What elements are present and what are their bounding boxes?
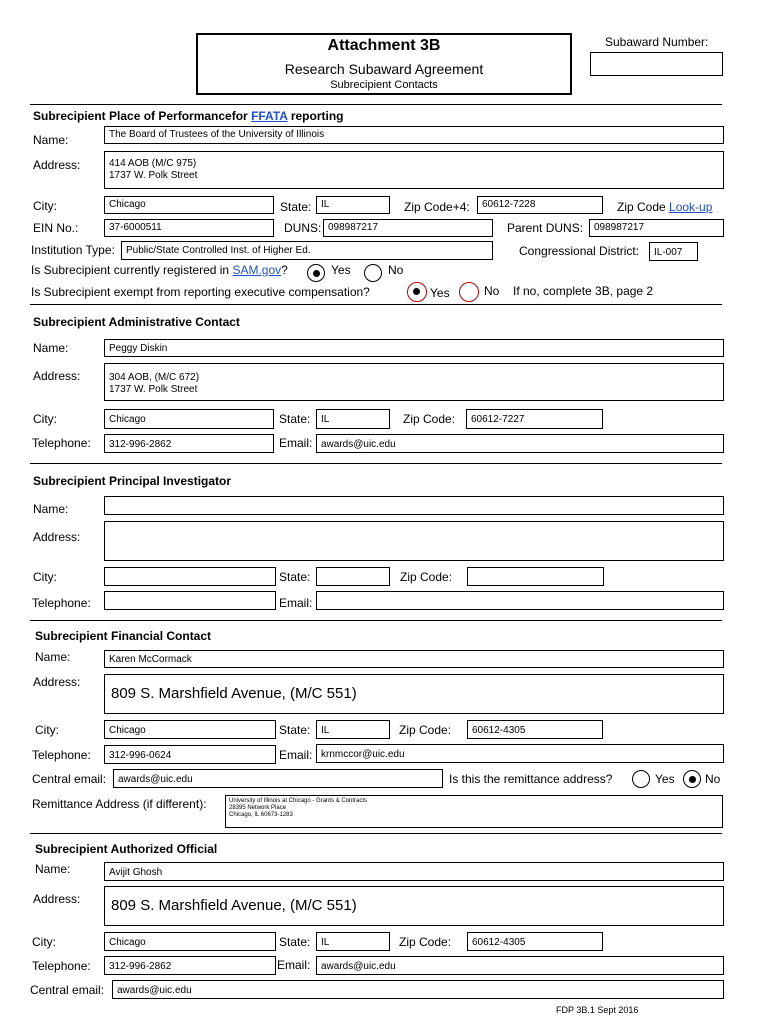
financial-address-label: Address:: [33, 675, 81, 689]
exempt-yes-radio[interactable]: [407, 282, 427, 302]
ein-field[interactable]: 37-6000511: [104, 219, 274, 237]
exempt-yes-label: Yes: [430, 286, 450, 300]
section-divider: [30, 833, 722, 834]
official-central-email-field[interactable]: awards@uic.edu: [112, 980, 724, 999]
sam-question-mark: ?: [281, 263, 288, 277]
cong-district-label: Congressional District:: [519, 244, 640, 258]
parent-duns-field[interactable]: 098987217: [589, 219, 724, 237]
exempt-note: If no, complete 3B, page 2: [513, 284, 654, 298]
inst-type-field[interactable]: Public/State Controlled Inst. of Higher Ed.: [121, 241, 493, 260]
financial-email-label: Email:: [279, 748, 313, 762]
official-zip-field[interactable]: 60612-4305: [467, 932, 603, 951]
ein-label: EIN No.:: [33, 221, 79, 235]
remittance-question: Is this the remittance address?: [449, 772, 613, 786]
place-heading-suffix: reporting: [287, 109, 344, 123]
pi-address-label: Address:: [33, 530, 81, 544]
pi-name-label: Name:: [33, 502, 69, 516]
zip-lookup-link[interactable]: Look-up: [669, 200, 713, 214]
place-zip-label: Zip Code+4:: [404, 200, 470, 214]
place-state-field[interactable]: IL: [316, 196, 390, 214]
pi-email-field[interactable]: [316, 591, 724, 610]
admin-address-label: Address:: [33, 369, 81, 383]
place-city-field[interactable]: Chicago: [104, 196, 274, 214]
financial-address-field[interactable]: 809 S. Marshfield Avenue, (M/C 551): [104, 674, 724, 714]
official-address-field[interactable]: 809 S. Marshfield Avenue, (M/C 551): [104, 886, 724, 926]
subaward-number-label: Subaward Number:: [605, 35, 709, 49]
financial-name-label: Name:: [35, 650, 71, 664]
place-city-label: City:: [33, 199, 57, 213]
sam-yes-radio[interactable]: [307, 264, 325, 282]
inst-type-label: Institution Type:: [31, 243, 115, 257]
remit-yes-radio[interactable]: [632, 770, 650, 788]
place-heading-text: Subrecipient Place of Performancefor: [33, 109, 252, 123]
admin-city-field[interactable]: Chicago: [104, 409, 274, 429]
sam-question: [31, 263, 288, 277]
financial-phone-label: Telephone:: [32, 748, 91, 762]
official-central-email-label: Central email:: [30, 983, 105, 997]
financial-city-label: City:: [35, 723, 59, 737]
official-email-label: Email:: [277, 958, 311, 972]
financial-heading: Subrecipient Financial Contact: [35, 629, 212, 643]
remit-address-label: Remittance Address (if different):: [32, 797, 207, 811]
place-state-label: State:: [280, 200, 312, 214]
remit-address-field[interactable]: University of Illinois at Chicago - Grants & Contracts 28395 Network Place Chicago, IL 60673-1283: [225, 795, 723, 828]
admin-name-field[interactable]: Peggy Diskin: [104, 339, 724, 357]
admin-email-label: Email:: [279, 436, 313, 450]
section-divider: [30, 304, 722, 305]
place-heading: [33, 109, 344, 123]
official-address-label: Address:: [33, 892, 81, 906]
financial-phone-field[interactable]: 312-996-0624: [104, 745, 276, 764]
financial-zip-label: Zip Code:: [399, 723, 452, 737]
parent-duns-label: Parent DUNS:: [507, 221, 584, 235]
official-phone-field[interactable]: 312-996-2862: [104, 956, 276, 975]
place-zip-field[interactable]: 60612-7228: [477, 196, 603, 214]
financial-state-label: State:: [279, 723, 311, 737]
pi-state-field[interactable]: [316, 567, 390, 586]
section-divider: [30, 620, 722, 621]
financial-city-field[interactable]: Chicago: [104, 720, 276, 739]
remit-no-label: No: [705, 772, 721, 786]
admin-phone-label: Telephone:: [32, 436, 91, 450]
section-divider: [30, 463, 722, 464]
place-name-field[interactable]: The Board of Trustees of the University of Illinois: [104, 126, 724, 144]
sam-question-text: Is Subrecipient currently registered in: [31, 263, 233, 277]
radio-selected-dot: [313, 270, 320, 277]
admin-zip-label: Zip Code:: [403, 412, 456, 426]
duns-label: DUNS:: [284, 221, 322, 235]
place-address-field[interactable]: 414 AOB (M/C 975) 1737 W. Polk Street: [104, 151, 724, 189]
financial-email-field[interactable]: krnmccor@uic.edu: [316, 744, 724, 763]
official-state-label: State:: [279, 935, 311, 949]
admin-email-field[interactable]: awards@uic.edu: [316, 434, 724, 453]
admin-city-label: City:: [33, 412, 57, 426]
official-name-field[interactable]: Avijit Ghosh: [104, 862, 724, 881]
remit-no-radio[interactable]: [683, 770, 701, 788]
form-id: FDP 3B.1 Sept 2016: [556, 1005, 639, 1015]
pi-zip-label: Zip Code:: [400, 570, 453, 584]
radio-selected-dot: [413, 288, 420, 295]
pi-phone-label: Telephone:: [32, 596, 91, 610]
sam-no-radio[interactable]: [364, 264, 382, 282]
page-subtitle: Research Subaward Agreement: [284, 61, 484, 77]
pi-name-field[interactable]: [104, 496, 724, 515]
place-address-label: Address:: [33, 158, 81, 172]
official-email-field[interactable]: awards@uic.edu: [316, 956, 724, 975]
admin-zip-field[interactable]: 60612-7227: [466, 409, 603, 429]
pi-email-label: Email:: [279, 596, 313, 610]
page-subsubtitle: Subrecipient Contacts: [330, 79, 438, 91]
exempt-question: Is Subrecipient exempt from reporting executive compensation?: [31, 285, 370, 299]
zip-lookup-text: Zip Code: [617, 200, 670, 214]
official-state-field[interactable]: IL: [316, 932, 390, 951]
official-city-label: City:: [32, 935, 56, 949]
duns-field[interactable]: 098987217: [323, 219, 493, 237]
exempt-no-label: No: [484, 284, 500, 298]
official-name-label: Name:: [35, 862, 71, 876]
sam-yes-label: Yes: [331, 263, 351, 277]
ffata-link[interactable]: FFATA: [251, 109, 288, 123]
pi-state-label: State:: [279, 570, 311, 584]
financial-central-email-label: Central email:: [32, 772, 107, 786]
radio-selected-dot: [689, 776, 696, 783]
pi-heading: Subrecipient Principal Investigator: [33, 474, 232, 488]
place-name-label: Name:: [33, 133, 69, 147]
page-title: Attachment 3B: [327, 37, 441, 54]
subaward-number-field[interactable]: [590, 52, 723, 76]
admin-phone-field[interactable]: 312-996-2862: [104, 434, 274, 453]
pi-address-field[interactable]: [104, 521, 724, 561]
sam-no-label: No: [388, 263, 404, 277]
zip-lookup: [617, 200, 712, 214]
pi-zip-field[interactable]: [467, 567, 604, 586]
admin-address-field[interactable]: 304 AOB, (M/C 672) 1737 W. Polk Street: [104, 363, 724, 401]
sam-gov-link[interactable]: SAM.gov: [232, 263, 282, 277]
official-city-field[interactable]: Chicago: [104, 932, 276, 951]
financial-name-field[interactable]: Karen McCormack: [104, 650, 724, 668]
cong-district-field[interactable]: IL-007: [649, 242, 698, 261]
official-zip-label: Zip Code:: [399, 935, 452, 949]
exempt-no-radio[interactable]: [459, 282, 479, 302]
admin-heading: Subrecipient Administrative Contact: [33, 315, 240, 329]
pi-phone-field[interactable]: [104, 591, 276, 610]
section-divider: [30, 104, 722, 105]
financial-state-field[interactable]: IL: [316, 720, 390, 739]
pi-city-label: City:: [33, 570, 57, 584]
official-phone-label: Telephone:: [32, 959, 91, 973]
official-heading: Subrecipient Authorized Official: [35, 842, 218, 856]
financial-central-email-field[interactable]: awards@uic.edu: [113, 769, 443, 788]
admin-state-field[interactable]: IL: [316, 409, 390, 429]
financial-zip-field[interactable]: 60612-4305: [467, 720, 603, 739]
pi-city-field[interactable]: [104, 567, 276, 586]
admin-name-label: Name:: [33, 341, 69, 355]
admin-state-label: State:: [279, 412, 311, 426]
remit-yes-label: Yes: [655, 772, 675, 786]
